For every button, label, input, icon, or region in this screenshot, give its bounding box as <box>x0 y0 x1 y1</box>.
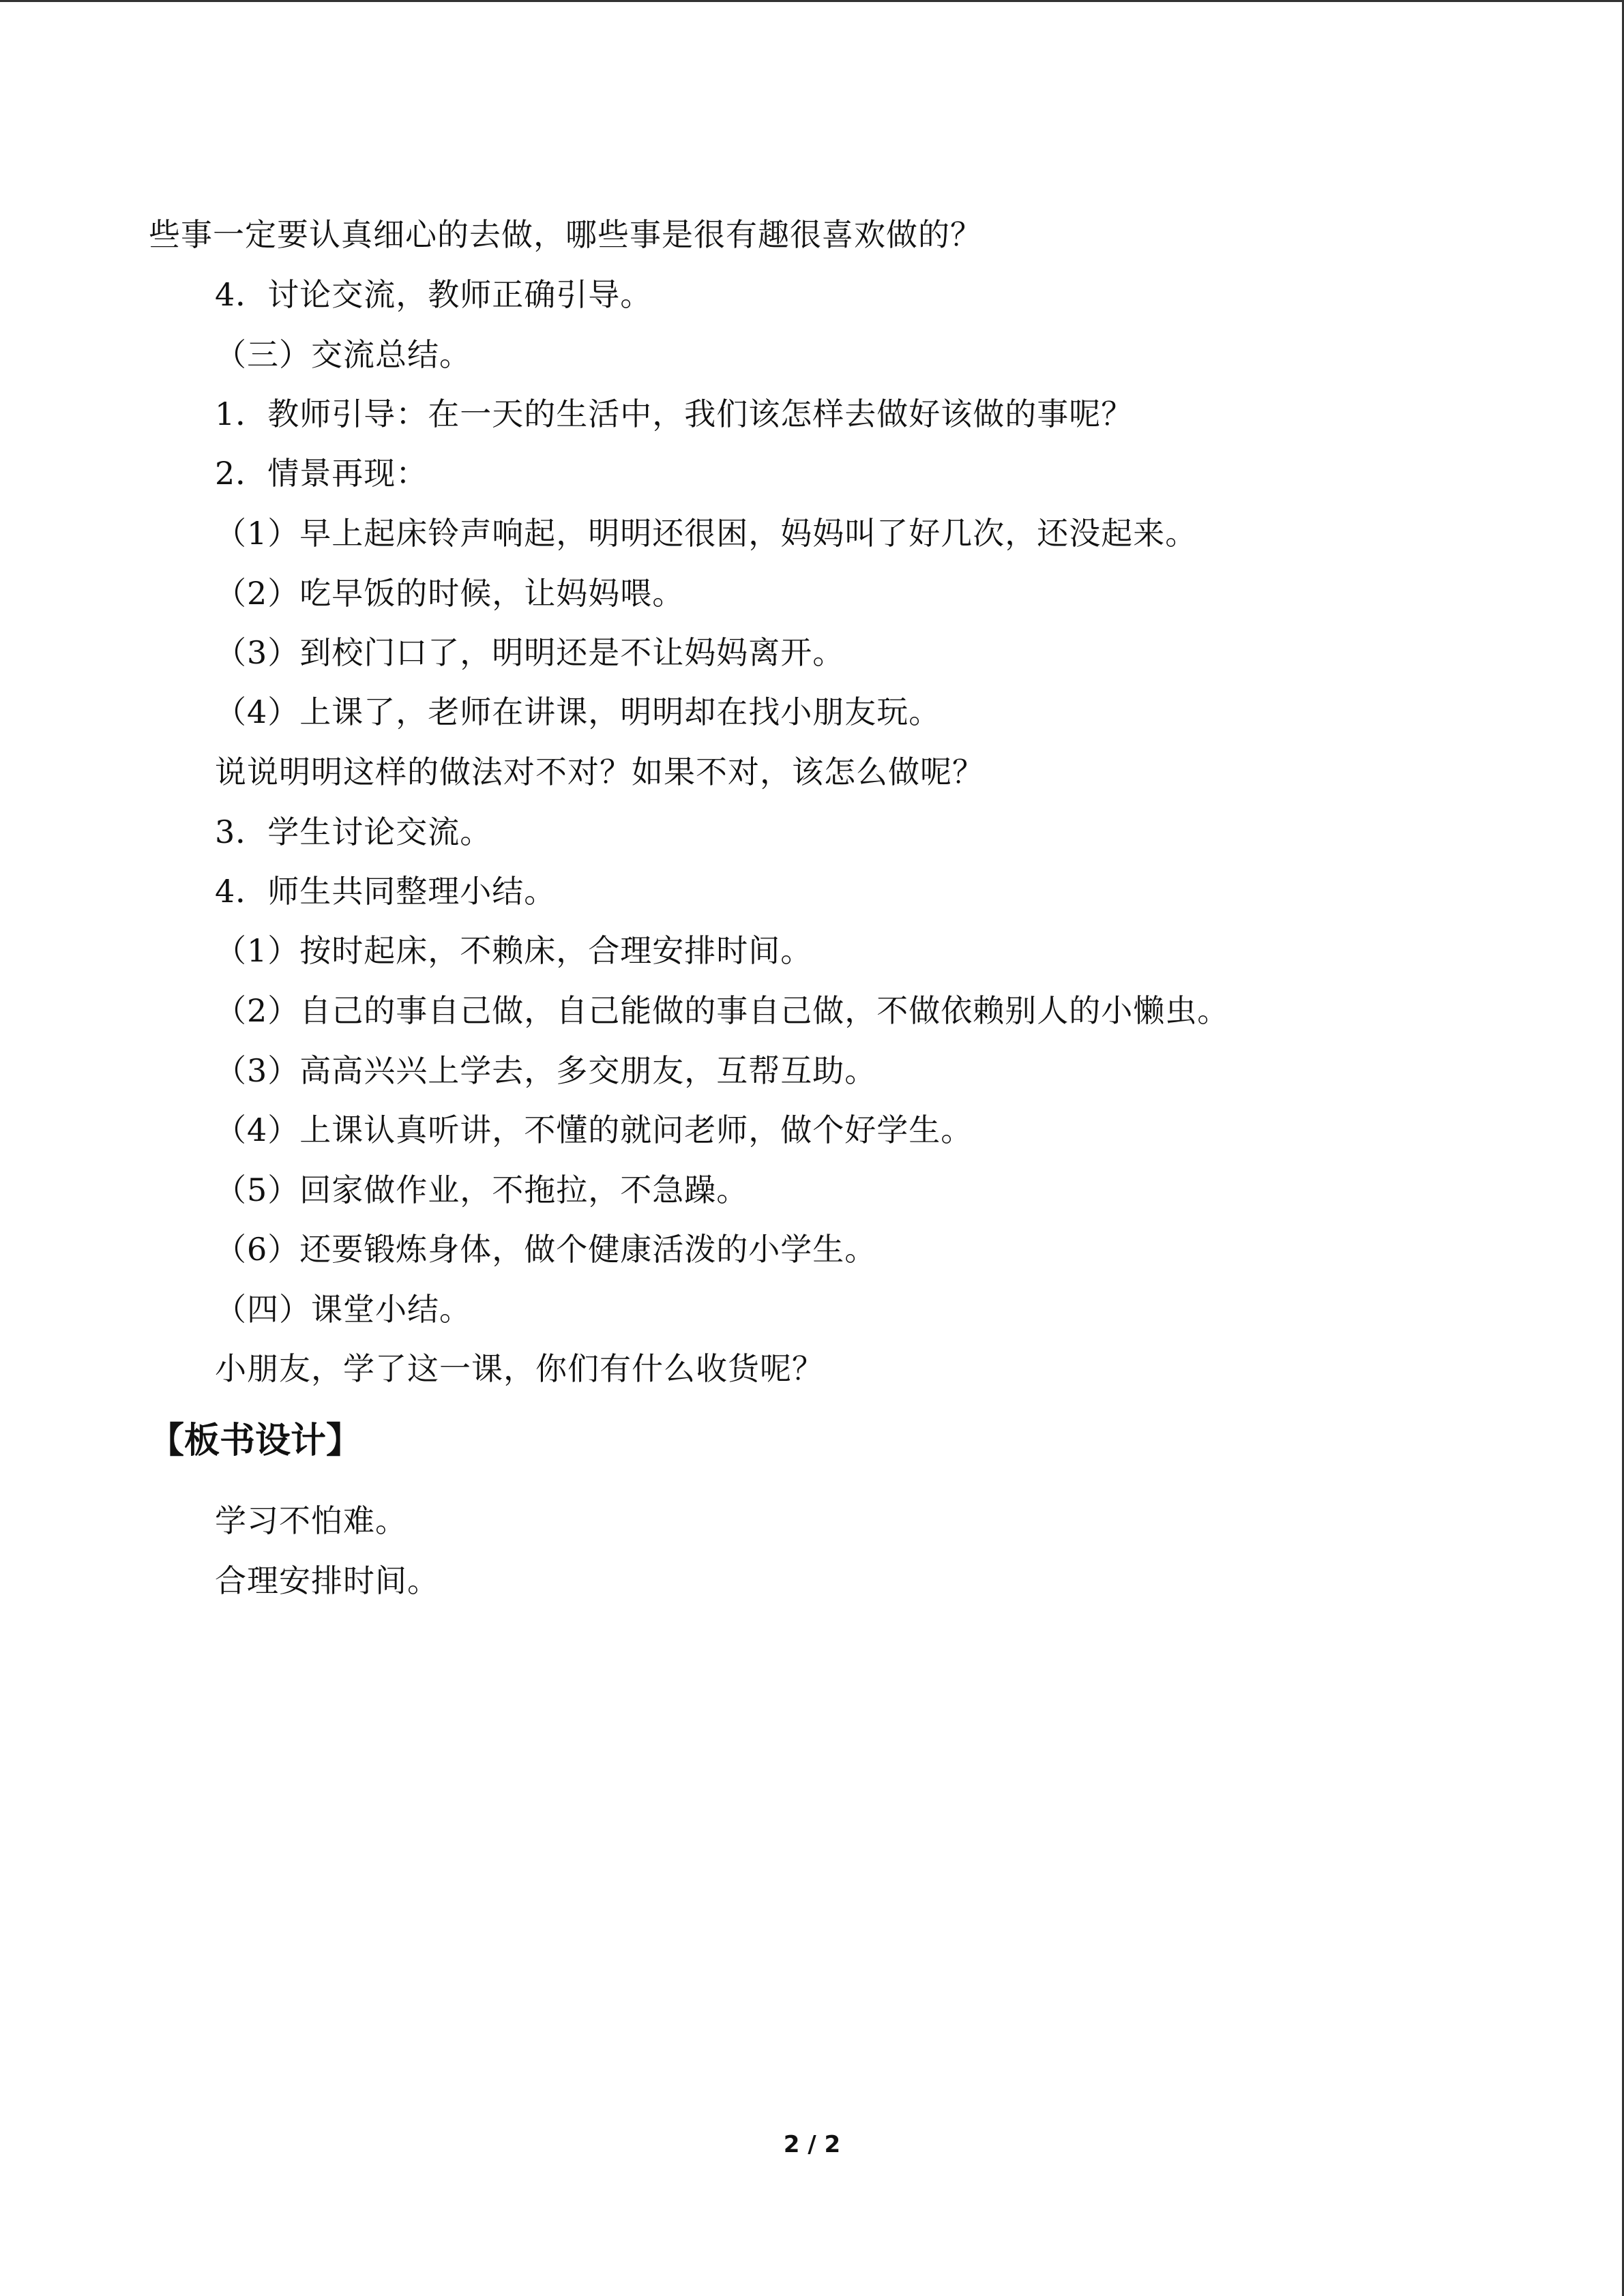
list-item: （3）到校门口了，明明还是不让妈妈离开。 <box>215 634 845 671</box>
list-item: （1）按时起床，不赖床，合理安排时间。 <box>215 932 813 969</box>
board-line: 学习不怕难。 <box>215 1502 407 1539</box>
list-item: （5）回家做作业，不拖拉，不急躁。 <box>215 1172 749 1208</box>
list-item: （6）还要锻炼身体，做个健康活泼的小学生。 <box>215 1231 877 1268</box>
board-line: 合理安排时间。 <box>215 1562 439 1599</box>
paragraph-line: 4．师生共同整理小结。 <box>215 873 557 910</box>
list-item: （3）高高兴兴上学去，多交朋友，互帮互助。 <box>215 1052 877 1089</box>
paragraph-line: 2．情景再现： <box>215 455 428 492</box>
page-number: 2 / 2 <box>783 2131 841 2158</box>
paragraph-line: 小朋友，学了这一课，你们有什么收货呢？ <box>215 1350 824 1387</box>
paragraph-line: 4．讨论交流，教师正确引导。 <box>215 276 653 313</box>
paragraph-line: 说说明明这样的做法对不对？如果不对，该怎么做呢？ <box>215 754 984 790</box>
list-item: （2）吃早饭的时候，让妈妈喂。 <box>215 575 685 612</box>
list-item: （1）早上起床铃声响起，明明还很困，妈妈叫了好几次，还没起来。 <box>215 515 1198 552</box>
paragraph-line: 些事一定要认真细心的去做，哪些事是很有趣很喜欢做的？ <box>149 216 982 253</box>
section-heading: （三）交流总结。 <box>215 336 471 373</box>
list-item: （4）上课认真听讲，不懂的就问老师，做个好学生。 <box>215 1112 973 1148</box>
list-item: （2）自己的事自己做，自己能做的事自己做，不做依赖别人的小懒虫。 <box>215 992 1230 1029</box>
section-heading: （四）课堂小结。 <box>215 1291 471 1328</box>
board-design-heading: 【板书设计】 <box>149 1420 362 1461</box>
paragraph-line: 1．教师引导：在一天的生活中，我们该怎样去做好该做的事呢？ <box>215 396 1134 432</box>
list-item: （4）上课了，老师在讲课，明明却在找小朋友玩。 <box>215 694 941 730</box>
paragraph-line: 3．学生讨论交流。 <box>215 814 492 850</box>
